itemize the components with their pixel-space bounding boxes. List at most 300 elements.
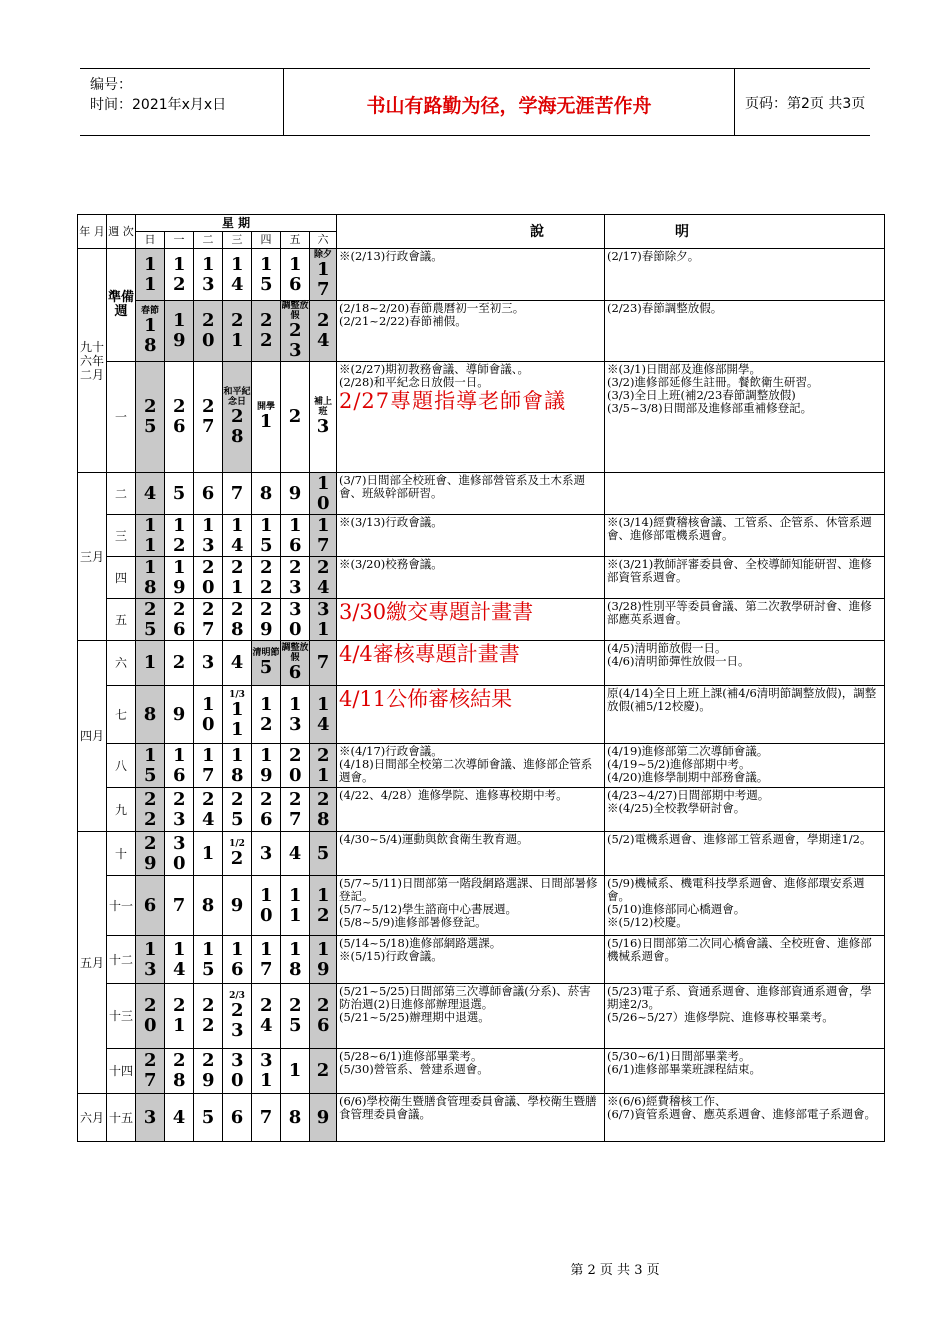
day-note: 除夕 [313,249,332,260]
day-cell [252,788,281,832]
day-number: 27 [202,396,215,437]
day-cell [165,832,194,876]
day-cell [223,788,252,832]
day-number: 31 [260,1050,273,1091]
day-number: 15 [260,514,273,556]
day-cell [223,936,252,984]
day-cell [136,744,165,788]
day-cell [281,1049,310,1094]
day-number: 30 [173,832,186,874]
month-cell: 九十六年二月 [78,249,107,473]
day-number: 21 [173,995,186,1036]
day-cell [252,473,281,515]
week-row [78,788,885,832]
day-number: 13 [202,514,215,556]
time-label: 时间：2021年x月x日 [90,97,227,113]
day-number: 3 [201,652,215,673]
day-cell [310,557,337,599]
day-cell [252,1049,281,1094]
day-cell [194,599,223,641]
week-row [78,744,885,788]
day-number: 19 [260,744,273,786]
day-cell [223,249,252,301]
day-cell [165,936,194,984]
weekday-tue: 二 [194,232,223,249]
day-number: 1 [288,1060,302,1081]
day-cell [194,1049,223,1094]
day-cell [165,301,194,362]
day-number: 18 [231,744,244,786]
day-cell [310,515,337,557]
day-number: 28 [317,788,330,830]
day-number: 15 [260,253,273,295]
day-cell [194,984,223,1049]
day-cell [281,876,310,936]
description-left-text: (4/22、4/28）進修學院、進修專校期中考。 [339,788,568,802]
month-cell: 六月 [78,1094,107,1142]
day-cell [252,984,281,1049]
day-number: 17 [317,514,330,556]
day-number: 10 [260,884,273,926]
day-note: 1/2 [229,838,245,849]
weekday-fri: 五 [281,232,310,249]
month-cell: 四月 [78,641,107,832]
page-header [80,68,870,136]
month-cell: 三月 [78,473,107,641]
day-number: 4 [172,1106,186,1128]
week-number: 七 [107,686,136,744]
day-cell [281,362,310,473]
day-number: 1 [143,652,157,673]
day-number: 7 [259,1106,273,1128]
day-number: 27 [289,788,302,830]
day-number: 6 [230,1106,244,1128]
day-number: 23 [289,556,302,598]
day-number: 24 [260,995,273,1036]
description-left-text: (5/28~6/1)進修部畢業考。 (5/30)營管系、營建系週會。 [339,1049,489,1076]
day-number: 9 [230,894,244,916]
day-number: 3 [316,416,330,437]
week-row [78,362,885,473]
day-cell [310,832,337,876]
day-number: 17 [260,938,273,980]
week-row [78,1049,885,1094]
day-number: 14 [317,693,330,735]
week-row [78,1094,885,1142]
week-row [78,301,885,362]
description-left [337,686,605,744]
day-cell [194,788,223,832]
day-cell [223,1049,252,1094]
day-number: 26 [260,788,273,830]
day-number: 8 [259,482,273,504]
day-number: 7 [230,482,244,504]
week-number: 十三 [107,984,136,1049]
description-right: (4/5)清明節放假一日。 (4/6)清明節彈性放假一日。 [605,641,885,686]
week-row [78,473,885,515]
week-number: 八 [107,744,136,788]
description-left [337,1049,605,1094]
day-note: 春節 [140,306,159,316]
day-number: 2 [316,1060,330,1081]
day-cell [281,249,310,301]
day-number: 14 [173,938,186,980]
day-cell [165,249,194,301]
day-cell [310,641,337,686]
day-cell [310,249,337,301]
day-cell [252,599,281,641]
description-left [337,515,605,557]
day-cell [252,1094,281,1142]
highlight-note: 2/27專題指導老師會議 [339,389,567,413]
day-number: 3 [259,842,273,864]
header-middle [283,69,735,135]
day-cell [136,473,165,515]
day-cell [194,832,223,876]
day-number: 22 [260,310,273,351]
description-left-text: (4/30~5/4)運動與飲食衛生教育週。 [339,832,529,846]
day-cell [136,515,165,557]
description-left-text: ※(2/13)行政會議。 [339,249,443,263]
weekday-thu: 四 [252,232,281,249]
week-number: 一 [107,362,136,473]
day-cell [281,984,310,1049]
description-left-text: (6/6)學校衛生暨膳食管理委員會議、學校衛生暨膳食管理委員會議。 [339,1094,597,1121]
day-cell [136,1049,165,1094]
day-number: 13 [289,693,302,735]
day-cell [252,686,281,744]
description-right: (2/23)春節調整放假。 [605,301,885,362]
day-cell [310,788,337,832]
day-cell [194,876,223,936]
day-number: 10 [202,693,215,735]
description-left [337,788,605,832]
day-cell [252,832,281,876]
day-number: 8 [288,1106,302,1128]
description-right: ※(3/1)日間部及進修部開學。 (3/2)進修部延修生註冊。餐飲衛生研習。 (3/3)全日上班(補2/23春節調整放假) (3/5~3/8)日間部及進修部重補修登記。 [605,362,885,473]
day-cell [165,515,194,557]
day-cell [136,686,165,744]
week-number: 十四 [107,1049,136,1094]
day-number: 12 [317,884,330,926]
day-number: 30 [231,1050,244,1091]
day-cell [223,515,252,557]
week-row [78,832,885,876]
day-cell [281,788,310,832]
day-number: 9 [172,703,186,725]
day-number: 17 [317,258,330,300]
week-number: 三 [107,515,136,557]
day-number: 8 [143,703,157,725]
year-month-header: 年 月 [78,215,107,249]
day-number: 29 [260,598,273,640]
day-number: 13 [202,253,215,295]
day-cell [194,686,223,744]
description-left [337,557,605,599]
day-cell [223,362,252,473]
day-cell [136,936,165,984]
day-number: 20 [202,556,215,598]
day-cell [194,641,223,686]
description-left [337,301,605,362]
day-number: 30 [289,598,302,640]
day-number: 6 [288,662,302,683]
day-number: 11 [144,253,157,295]
day-cell [223,832,252,876]
day-number: 20 [289,744,302,786]
day-cell [194,362,223,473]
weekday-mon: 一 [165,232,194,249]
description-right: (5/16)日間部第二次同心橋會議、全校班會、進修部機械系週會。 [605,936,885,984]
day-cell [223,686,252,744]
day-number: 12 [173,514,186,556]
description-right: (5/9)機械系、機電科技學系週會、進修部環安系週會。 (5/10)進修部同心橋週會。 ※(5/12)校慶。 [605,876,885,936]
day-number: 9 [288,482,302,504]
day-number: 31 [317,598,330,640]
day-note: 調整放假 [281,643,309,663]
day-number: 17 [202,744,215,786]
description-right [605,473,885,515]
week-number: 九 [107,788,136,832]
day-number: 22 [202,995,215,1036]
header-left [90,75,226,115]
day-number: 24 [317,310,330,351]
week-number: 十一 [107,876,136,936]
week-row [78,876,885,936]
day-cell [252,641,281,686]
page-footer: 第 2 页 共 3 页 [570,1263,660,1278]
day-cell [281,832,310,876]
day-number: 10 [317,472,330,514]
day-number: 24 [202,788,215,830]
day-cell [310,1049,337,1094]
page-label: 页码：第2页 共3页 [745,96,866,112]
day-number: 27 [202,598,215,640]
day-cell [194,301,223,362]
day-cell [310,984,337,1049]
day-number: 2 [288,406,302,427]
description-right: (5/30~6/1)日間部畢業考。 (6/1)進修部畢業班課程結束。 [605,1049,885,1094]
calendar-table [77,214,885,1142]
day-note: 1/3 [229,689,245,700]
description-left [337,876,605,936]
day-cell [252,301,281,362]
day-number: 4 [288,842,302,864]
week-number: 十二 [107,936,136,984]
day-number: 1 [259,411,273,432]
day-number: 28 [231,406,244,447]
day-cell [223,744,252,788]
description-left [337,936,605,984]
description-right: (3/28)性別平等委員會議、第二次教學研討會、進修部應英系週會。 [605,599,885,641]
description-left [337,599,605,641]
description-left-text: ※(4/17)行政會議。 (4/18)日間部全校第二次導師會議、進修部企管系週會。 [339,744,593,784]
day-cell [310,1094,337,1142]
day-number: 2 [172,652,186,673]
week-row [78,599,885,641]
month-cell: 五月 [78,832,107,1094]
week-number: 六 [107,641,136,686]
day-number: 25 [231,788,244,830]
description-right: (4/23~4/27)日間部期中考週。 ※(4/25)全校教學研討會。 [605,788,885,832]
description-left-text: (5/7~5/11)日間部第一階段網路選課、日間部暑修登記。 (5/7~5/12)學生諮商中心書展週。 (5/8~5/9)進修部暑修登記。 [339,876,598,929]
day-note: 清明節 [252,648,280,658]
description-right: 原(4/14)全日上班上課(補4/6清明節調整放假)，調整放假(補5/12校慶)。 [605,686,885,744]
day-number: 23 [289,320,302,361]
day-number: 15 [144,744,157,786]
day-number: 6 [201,482,215,504]
description-right: ※(6/6)經費稽核工作、 (6/7)資管系週會、應英系週會、進修部電子系週會。 [605,1094,885,1142]
day-cell [252,249,281,301]
day-number: 23 [231,1000,244,1041]
day-cell [136,249,165,301]
day-cell [136,832,165,876]
description-right: (2/17)春節除夕。 [605,249,885,301]
day-cell [165,984,194,1049]
day-number: 3 [143,1106,157,1128]
week-number: 四 [107,557,136,599]
week-row [78,686,885,744]
day-number: 19 [173,310,186,351]
day-cell [165,599,194,641]
day-cell [252,557,281,599]
week-number: 準備週 [107,249,136,362]
number-label: 编号： [90,77,132,93]
day-cell [194,515,223,557]
day-number: 1 [201,842,215,864]
day-number: 16 [289,253,302,295]
day-number: 21 [231,310,244,351]
day-cell [310,744,337,788]
day-number: 20 [202,310,215,351]
highlight-note: 4/11公佈審核結果 [339,687,513,711]
day-cell [281,641,310,686]
description-left-text: (2/18~2/20)春節農曆初一至初三。 (2/21~2/22)春節補假。 [339,301,525,328]
day-number: 7 [172,894,186,916]
description-right: (5/23)電子系、資通系週會、進修部資通系週會，學期達2/3。 (5/26~5/27）進修學院、進修專校畢業考。 [605,984,885,1049]
day-number: 19 [317,938,330,980]
day-cell [310,301,337,362]
day-number: 11 [289,884,302,926]
description-left-text: ※(2/27)期初教務會議、導師會議、。 (2/28)和平紀念日放假一日。 [339,362,530,389]
description-right: (5/2)電機系週會、進修部工管系週會，學期達1/2。 [605,832,885,876]
description-left [337,1094,605,1142]
day-number: 14 [231,253,244,295]
weekday-wed: 三 [223,232,252,249]
day-number: 16 [289,514,302,556]
day-cell [281,599,310,641]
day-cell [252,515,281,557]
day-cell [165,362,194,473]
day-cell [252,936,281,984]
day-number: 24 [317,556,330,598]
day-cell [165,744,194,788]
day-cell [136,557,165,599]
day-number: 18 [144,556,157,598]
day-cell [281,744,310,788]
day-number: 11 [144,514,157,556]
day-note: 開學 [256,402,275,412]
week-row [78,936,885,984]
day-cell [194,1094,223,1142]
description-left-text: (5/21~5/25)日間部第三次導師會議(分系)、菸害防治週(2)日進修部辦理退選。 (5/21~5/25)辦理期中退選。 [339,984,591,1024]
week-row [78,557,885,599]
day-cell [281,686,310,744]
day-number: 8 [201,894,215,916]
day-note: 調整放假 [281,301,309,321]
motto: 书山有路勤为径，学海无涯苦作舟 [366,95,652,117]
description-left [337,473,605,515]
day-number: 28 [173,1050,186,1091]
description-right: ※(3/14)經費稽核會議、工管系、企管系、休管系週會、進修部電機系週會。 [605,515,885,557]
weekday-sat: 六 [310,232,337,249]
day-number: 7 [316,652,330,673]
day-cell [310,362,337,473]
day-cell [223,473,252,515]
day-number: 13 [144,938,157,980]
highlight-note: 4/4審核專題計畫書 [339,642,520,666]
description-left-text: (5/14~5/18)進修部網路選課。 ※(5/15)行政會議。 [339,936,502,963]
day-cell [281,936,310,984]
day-number: 12 [173,253,186,295]
day-number: 28 [231,598,244,640]
weekday-sun: 日 [136,232,165,249]
day-cell [194,249,223,301]
description-left [337,984,605,1049]
day-number: 9 [316,1106,330,1128]
day-cell [136,788,165,832]
day-number: 20 [144,995,157,1036]
day-number: 23 [173,788,186,830]
week-row [78,984,885,1049]
day-cell [194,744,223,788]
day-cell [223,984,252,1049]
description-left [337,744,605,788]
day-cell [310,473,337,515]
day-cell [252,744,281,788]
day-number: 5 [201,1106,215,1128]
day-number: 29 [202,1050,215,1091]
day-number: 22 [144,788,157,830]
day-cell [252,876,281,936]
day-cell [165,1094,194,1142]
week-number: 五 [107,599,136,641]
day-cell [136,301,165,362]
day-number: 21 [231,556,244,598]
day-cell [310,876,337,936]
day-note: 和平紀念日 [223,387,251,407]
day-number: 27 [144,1050,157,1091]
description-left [337,362,605,473]
week-number-header: 週 次 [107,215,136,249]
weekday-title: 星 期 [136,215,337,232]
day-number: 18 [289,938,302,980]
day-cell [165,686,194,744]
day-number: 5 [172,482,186,504]
day-cell [136,876,165,936]
highlight-note: 3/30繳交專題計畫書 [339,600,534,624]
week-row [78,515,885,557]
day-cell [165,1049,194,1094]
day-cell [136,599,165,641]
day-cell [223,1094,252,1142]
week-row [78,249,885,301]
description-left-text: ※(3/20)校務會議。 [339,557,443,571]
day-number: 26 [173,598,186,640]
day-note: 補上班 [313,397,332,417]
day-number: 6 [143,894,157,916]
day-cell [281,301,310,362]
